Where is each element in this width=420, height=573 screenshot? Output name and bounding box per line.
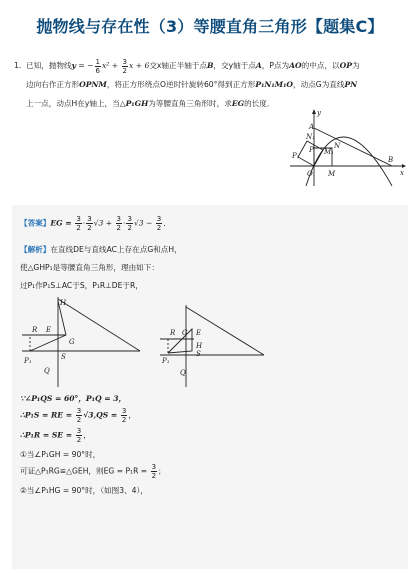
figure-3	[160, 305, 264, 387]
answer-line	[20, 215, 171, 232]
text: 交x轴正半轴于点	[149, 61, 207, 70]
fraction	[121, 407, 127, 424]
text: ，	[128, 410, 136, 420]
segment-label: OP	[339, 61, 352, 70]
label-B: B	[388, 156, 394, 164]
denominator: 2	[156, 224, 162, 232]
fig3-label-P1: P₁	[162, 357, 170, 365]
solution-figures	[22, 295, 272, 391]
text: ∴P₁R = SE =	[20, 430, 75, 440]
fraction	[116, 215, 122, 232]
fraction	[86, 215, 92, 232]
text: 上一点，动点H在y轴上，当	[26, 99, 120, 108]
fig2-label-G: G	[69, 338, 75, 346]
label-O: O	[307, 170, 313, 178]
numerator: 3	[76, 215, 81, 223]
label-M1: M₁	[324, 148, 334, 156]
text: 的长度．	[244, 99, 275, 108]
step-6	[20, 483, 400, 499]
text: 在直线DE与直线AC上存在点G和点H，	[50, 245, 182, 254]
fig2-label-E: E	[46, 326, 52, 334]
period: ．	[163, 218, 171, 228]
point-label: B	[206, 61, 214, 70]
fraction	[76, 407, 82, 424]
fig3-label-H: H	[196, 342, 203, 350]
label-M: M	[328, 170, 336, 178]
fraction	[151, 463, 157, 480]
label-A: A	[309, 123, 315, 131]
point-label: A	[255, 61, 262, 70]
text: 为等腰直角三角形时，求	[148, 99, 232, 108]
fig3-label-Q: Q	[180, 369, 186, 377]
label-P: P	[309, 146, 314, 154]
text: ，将正方形绕点O逆时针旋转60°得到正方形	[106, 80, 256, 89]
segment-label: PN	[344, 80, 358, 89]
label-x: x	[400, 169, 404, 177]
step-5	[20, 463, 400, 483]
text: 可证△P₁RG≌△GEH，则EG = P₁R =	[20, 466, 150, 476]
fraction	[75, 215, 81, 232]
dot: ·	[82, 218, 86, 228]
fig2-label-R: R	[32, 326, 38, 334]
text: 已知，抛物线	[26, 61, 72, 70]
numerator: 3	[76, 427, 82, 435]
fraction	[156, 215, 162, 232]
fig2-label-H: H	[60, 299, 67, 307]
denominator: 2	[87, 224, 92, 232]
fraction	[122, 58, 128, 75]
fraction	[95, 58, 101, 75]
eq-y: y	[71, 61, 76, 70]
denominator: 2	[122, 66, 128, 75]
eq-equals: = −	[75, 61, 94, 70]
numerator: 3	[122, 57, 128, 66]
step-4	[20, 447, 400, 463]
text: ，交y轴于点	[213, 61, 256, 70]
label-N: N	[334, 142, 341, 150]
numerator: 1	[95, 57, 101, 66]
denominator: 2	[76, 224, 81, 232]
fraction	[76, 427, 82, 444]
sqrt-term: √3 +	[93, 218, 115, 228]
numerator: 3	[116, 215, 122, 223]
x-arrow	[402, 164, 406, 168]
text: ∵∠P₁QS = 60°，P₁Q = 3，	[20, 394, 127, 403]
fig3-label-G: G	[182, 329, 188, 337]
step-1	[20, 391, 400, 407]
answer-lhs: EG =	[50, 218, 75, 228]
square-label: OPNM	[79, 80, 107, 89]
text: ，P点为	[261, 61, 290, 70]
problem-number: 1.	[14, 61, 22, 70]
y-arrow	[312, 109, 316, 114]
label-N1: N₁	[306, 133, 315, 141]
text: √3,QS =	[83, 410, 120, 420]
problem-line-2	[26, 75, 406, 94]
figure-parabola	[288, 108, 408, 188]
segment-label: AO	[289, 61, 302, 70]
fraction	[126, 215, 132, 232]
figure-2	[22, 297, 140, 387]
fig2-label-P1: P₁	[24, 357, 32, 365]
square-label: P₁N₁M₁O	[255, 80, 294, 89]
text: ②当∠P₁HG = 90°时，（如图3、4），	[20, 486, 148, 495]
denominator: 2	[76, 436, 82, 444]
triangle-label: △P₁GH	[119, 99, 149, 108]
label-y: y	[317, 109, 321, 117]
dot: ·	[123, 218, 126, 228]
solution-panel	[12, 205, 408, 569]
problem-line-1	[26, 56, 406, 75]
fig2-label-S: S	[61, 353, 66, 361]
denominator: 6	[95, 66, 101, 75]
step-2	[20, 407, 400, 427]
text: ；	[158, 466, 166, 476]
text: ∴P₁S = RE =	[20, 410, 75, 420]
segment-label: EG	[231, 99, 245, 108]
text: 边向右作正方形	[26, 80, 80, 89]
numerator: 3	[76, 407, 82, 415]
step-3	[20, 427, 400, 447]
fig3-label-E: E	[196, 329, 202, 337]
text: 为	[351, 61, 360, 70]
numerator: 3	[156, 215, 162, 223]
solution-steps	[20, 391, 400, 499]
page-title: 抛物线与存在性（3）等腰直角三角形【题集C】	[36, 17, 384, 36]
answer-tag: 【答案】	[20, 218, 51, 228]
numerator: 3	[87, 215, 92, 223]
sqrt-term: √3 −	[133, 218, 155, 228]
denominator: 2	[121, 416, 127, 424]
numerator: 3	[151, 463, 157, 471]
fig2-label-Q: Q	[44, 367, 50, 375]
analysis-line-3: 过P₁作P₁S⊥AC于S，P₁R⊥DE于R，	[20, 281, 143, 290]
problem-statement	[14, 56, 406, 113]
fig3-label-R: R	[170, 329, 176, 337]
numerator: 3	[127, 215, 132, 223]
analysis-tag: 【解析】	[20, 245, 51, 254]
parabola-curve	[306, 137, 392, 186]
denominator: 2	[151, 472, 157, 480]
denominator: 2	[116, 224, 122, 232]
analysis-line-1	[20, 241, 400, 259]
analysis-line-2: 使△GHP₁是等腰直角三角形，理由如下：	[20, 263, 159, 272]
text: ，	[83, 430, 91, 440]
eq-x2: x² +	[102, 61, 121, 70]
fig3-label-S: S	[196, 350, 201, 358]
text: ，动点G为直线	[293, 80, 345, 89]
denominator: 2	[127, 224, 132, 232]
text: ①当∠P₁GH = 90°时，	[20, 450, 101, 459]
label-P1: P₁	[292, 152, 300, 160]
eq-rest: x + 6	[129, 61, 150, 70]
analysis-block	[20, 241, 400, 295]
denominator: 2	[76, 416, 82, 424]
text: 的中点，以	[301, 61, 340, 70]
numerator: 3	[121, 407, 127, 415]
